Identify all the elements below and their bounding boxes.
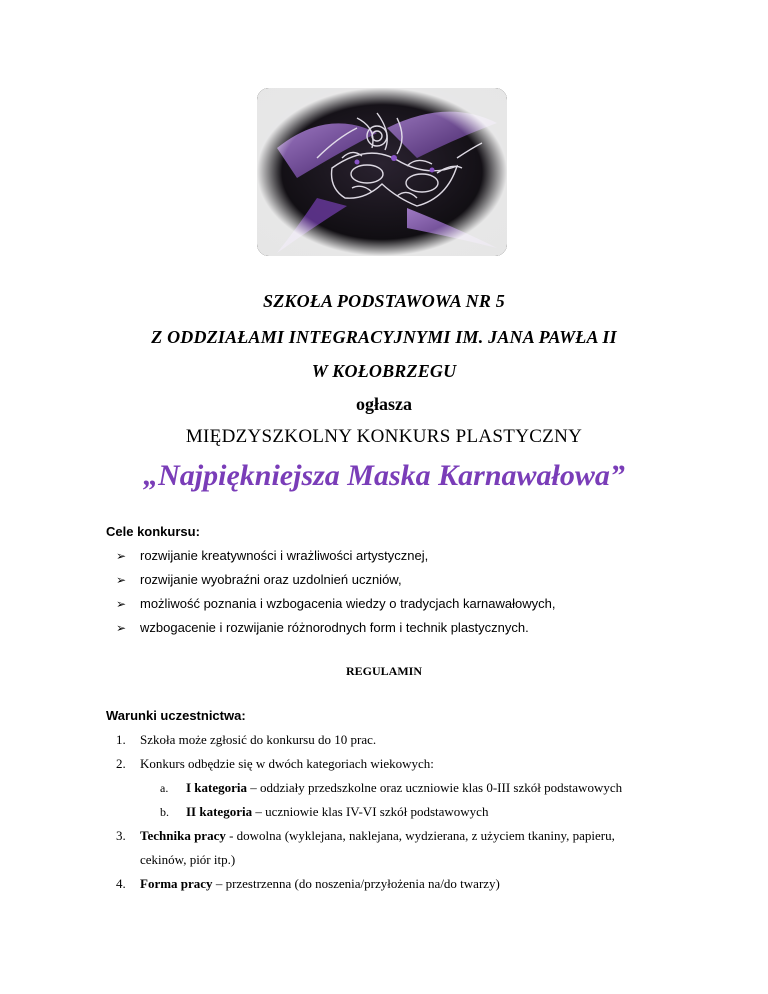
contest-name: MIĘDZYSZKOLNY KONKURS PLASTYCZNY — [185, 426, 583, 447]
arrow-bullet-icon: ➢ — [116, 572, 127, 587]
school-name-line-2: Z ODDZIAŁAMI INTEGRACYJNYMI IM. JANA PAWŁA II — [151, 327, 617, 347]
condition-item: 2. Konkurs odbędzie się w dwóch kategoriach wiekowych: — [116, 756, 434, 771]
arrow-bullet-icon: ➢ — [116, 620, 127, 635]
goals-label: Cele konkursu: — [106, 524, 200, 539]
carnival-mask-photo — [257, 88, 507, 256]
regulations-heading: REGULAMIN — [345, 664, 422, 678]
arrow-bullet-icon: ➢ — [116, 548, 127, 563]
goal-item: ➢ możliwość poznania i wzbogacenia wiedzy o tradycjach karnawałowych, — [116, 596, 556, 611]
condition-item: 1. Szkoła może zgłosić do konkursu do 10 prac. — [116, 732, 377, 747]
school-city: W KOŁOBRZEGU — [311, 361, 457, 381]
goal-item: ➢ wzbogacenie i rozwijanie różnorodnych form i technik plastycznych. — [116, 620, 529, 635]
category-item: a. I kategoria – oddziały przedszkolne oraz uczniowie klas 0-III szkół podstawowych — [160, 780, 623, 795]
condition-item: 3. Technika pracy - dowolna (wyklejana, naklejana, wydzierana, z użyciem tkaniny, papieru, — [116, 828, 615, 843]
category-item: b. II kategoria – uczniowie klas IV-VI szkół podstawowych — [160, 804, 489, 819]
goal-item: ➢ rozwijanie wyobraźni oraz uzdolnień uczniów, — [116, 572, 402, 587]
condition-item: 4. Forma pracy – przestrzenna (do noszenia/przyłożenia na/do twarzy) — [116, 876, 500, 891]
goal-item: ➢ rozwijanie kreatywności i wrażliwości artystycznej, — [116, 548, 429, 563]
announces-text: ogłasza — [356, 394, 412, 414]
school-name-line-1: SZKOŁA PODSTAWOWA NR 5 — [263, 291, 505, 311]
condition-item-continuation: cekinów, piór itp.) — [140, 852, 236, 867]
conditions-label: Warunki uczestnictwa: — [106, 708, 246, 723]
arrow-bullet-icon: ➢ — [116, 596, 127, 611]
contest-title: „Najpiękniejsza Maska Karnawałowa” — [143, 459, 625, 492]
